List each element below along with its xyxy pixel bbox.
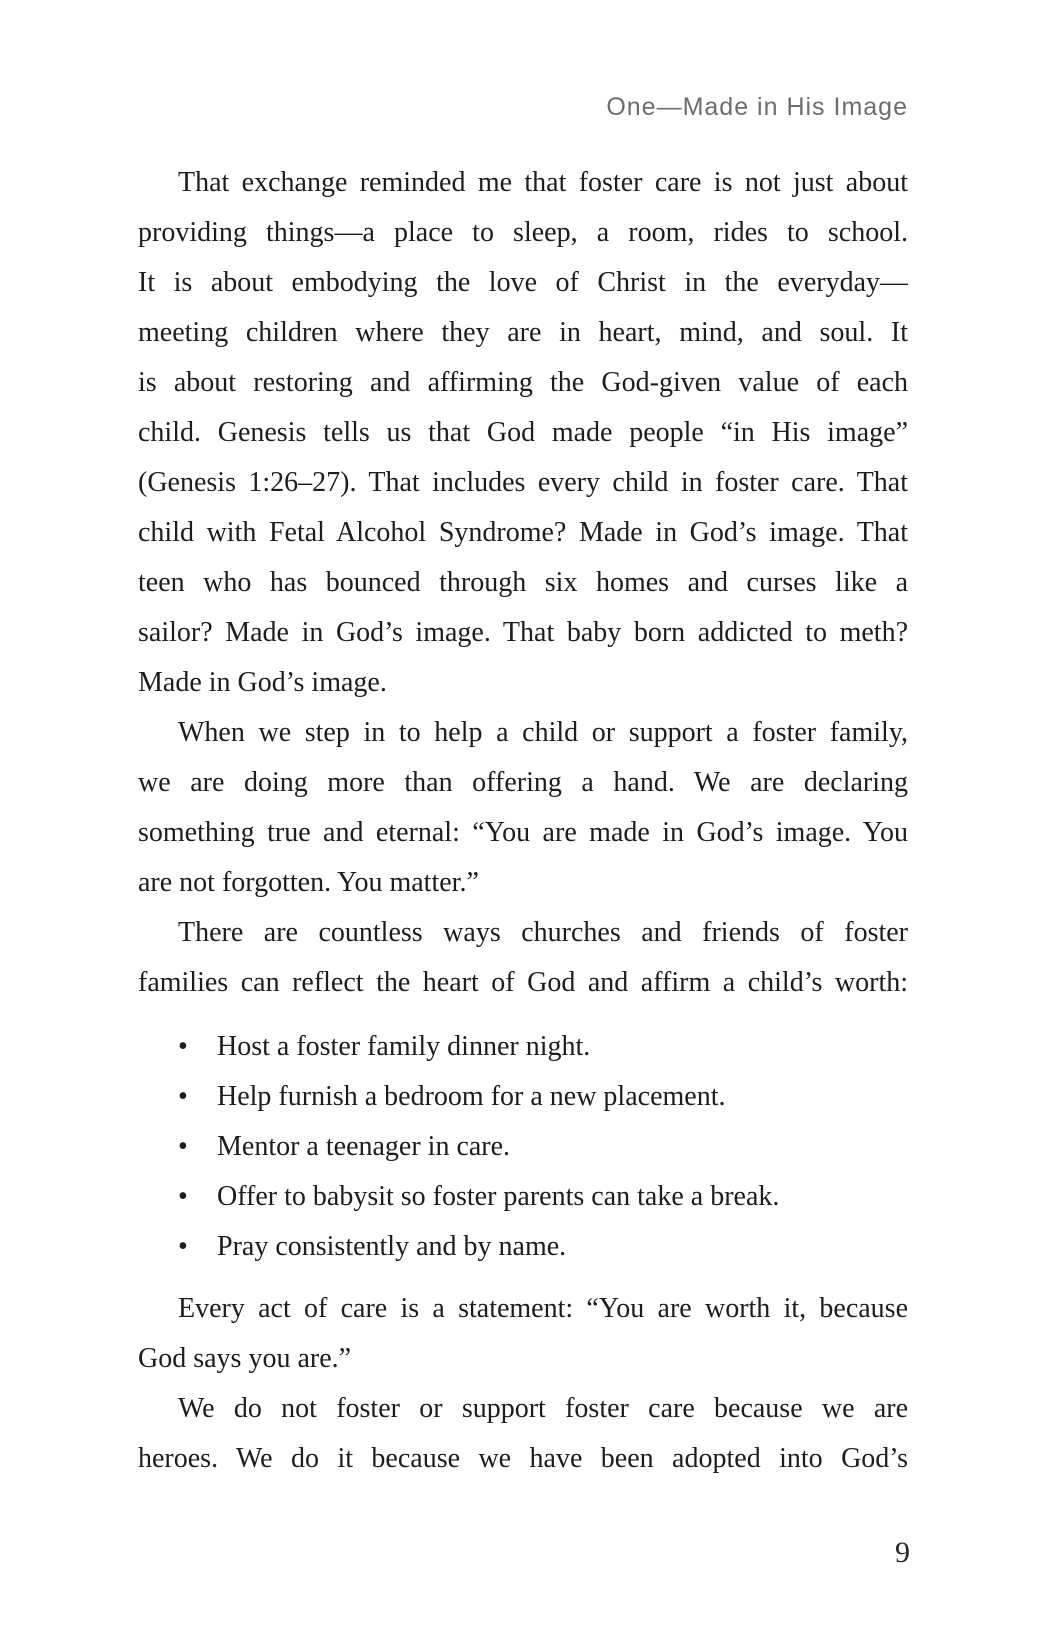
- text-line: providing things—a place to sleep, a room, rides to school.: [138, 217, 908, 248]
- text-line: sailor? Made in God’s image. That baby born addicted to meth?: [138, 617, 908, 648]
- bullet-marker-icon: •: [178, 1231, 188, 1262]
- list-item: [138, 1022, 908, 1072]
- text-line: teen who has bounced through six homes and curses like a: [138, 567, 908, 598]
- text-line: (Genesis 1:26–27). That includes every child in foster care. That: [138, 467, 908, 498]
- bullet-marker-icon: •: [178, 1131, 188, 1162]
- text-line: child with Fetal Alcohol Syndrome? Made in God’s image. That: [138, 517, 908, 548]
- list-item-text: Help furnish a bedroom for a new placement.: [217, 1081, 726, 1112]
- text-line: families can reflect the heart of God and affirm a child’s worth:: [138, 967, 908, 998]
- text-line: meeting children where they are in heart, mind, and soul. It: [138, 317, 908, 348]
- paragraph: [138, 1384, 908, 1484]
- list-item-text: Offer to babysit so foster parents can take a break.: [217, 1181, 780, 1212]
- bullet-list: [138, 1022, 908, 1272]
- text-line: Every act of care is a statement: “You are worth it, because: [178, 1293, 908, 1324]
- text-line: That exchange reminded me that foster care is not just about: [178, 167, 908, 198]
- text-line: Made in God’s image.: [138, 667, 387, 698]
- list-item-text: Pray consistently and by name.: [217, 1231, 567, 1262]
- text-line: is about restoring and affirming the God-given value of each: [138, 367, 908, 398]
- text-line: we are doing more than offering a hand. We are declaring: [138, 767, 908, 798]
- paragraph: [138, 708, 908, 908]
- list-item: [138, 1172, 908, 1222]
- running-header: One—Made in His Image: [606, 93, 908, 121]
- paragraph: [138, 908, 908, 1008]
- list-item-text: Mentor a teenager in care.: [217, 1131, 511, 1162]
- bullet-marker-icon: •: [178, 1181, 188, 1212]
- text-line: something true and eternal: “You are made in God’s image. You: [138, 817, 908, 848]
- text-line: When we step in to help a child or support a foster family,: [178, 717, 908, 748]
- text-line: God says you are.”: [138, 1343, 352, 1374]
- text-line: child. Genesis tells us that God made people “in His image”: [138, 417, 908, 448]
- paragraph: [138, 1284, 908, 1384]
- page-number: 9: [895, 1536, 910, 1569]
- text-line: There are countless ways churches and friends of foster: [178, 917, 908, 948]
- list-item: [138, 1072, 908, 1122]
- bullet-marker-icon: •: [178, 1031, 188, 1062]
- list-item: [138, 1222, 908, 1272]
- text-line: are not forgotten. You matter.”: [138, 867, 479, 898]
- text-line: We do not foster or support foster care because we are: [178, 1393, 908, 1424]
- list-item-text: Host a foster family dinner night.: [217, 1031, 591, 1062]
- paragraph: [138, 158, 908, 708]
- list-item: [138, 1122, 908, 1172]
- body-text: [138, 158, 908, 1484]
- bullet-marker-icon: •: [178, 1081, 188, 1112]
- text-line: heroes. We do it because we have been adopted into God’s: [138, 1443, 908, 1474]
- text-line: It is about embodying the love of Christ in the everyday—: [138, 267, 908, 298]
